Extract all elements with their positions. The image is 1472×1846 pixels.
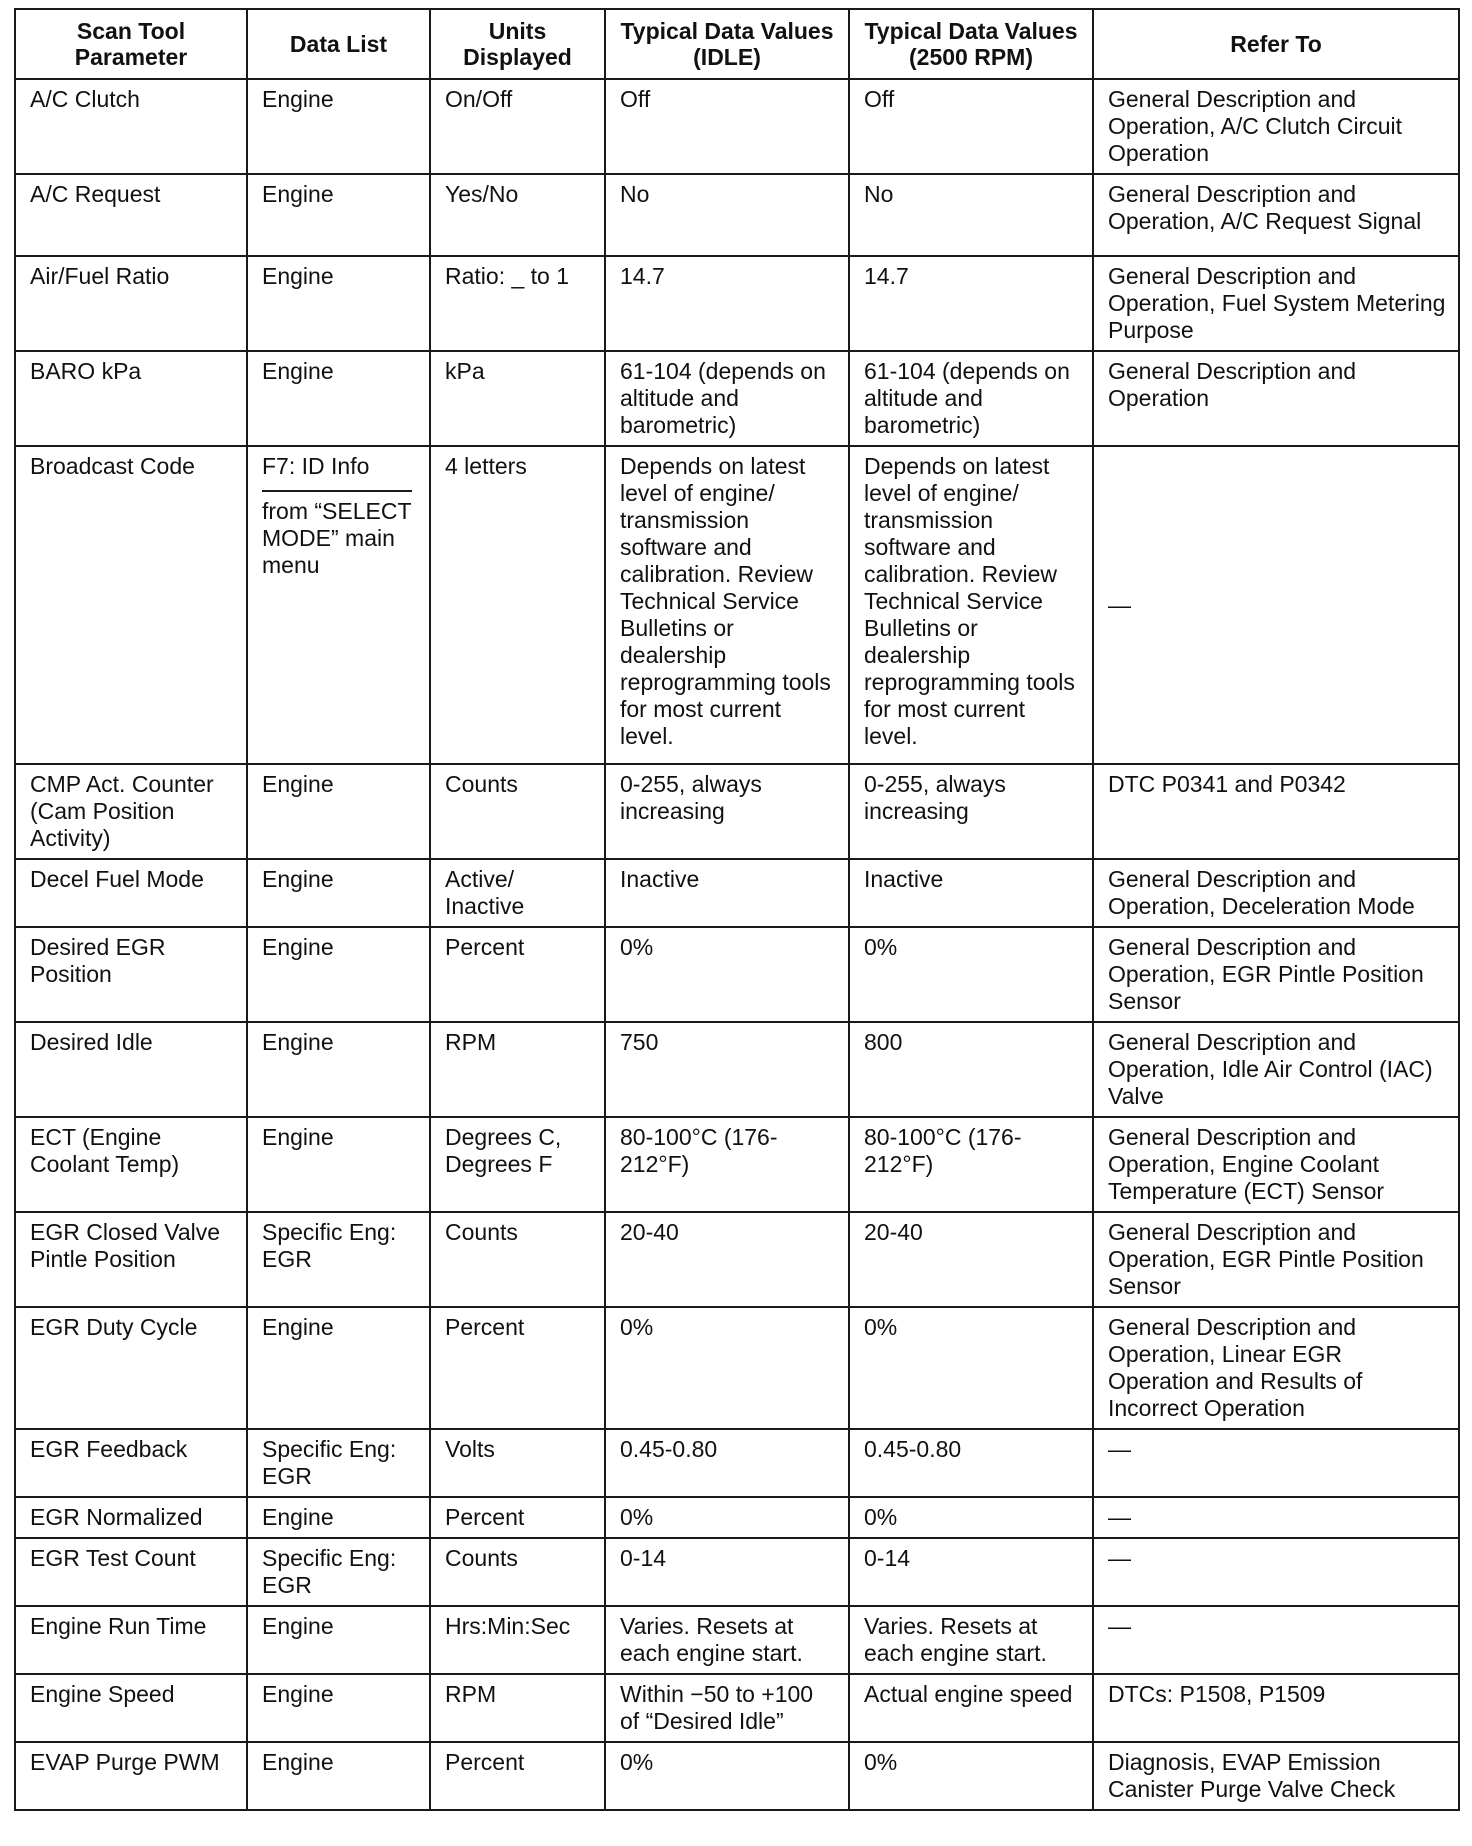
scan-tool-data-table-container <box>14 8 1458 1811</box>
cell-parameter: CMP Act. Counter (Cam Position Activity) <box>15 764 247 859</box>
header-refer-to: Refer To <box>1093 9 1459 79</box>
table-row <box>15 174 1459 256</box>
cell-data-list: Specific Eng: EGR <box>247 1429 430 1497</box>
cell-data-list: Engine <box>247 1022 430 1117</box>
cell-units: kPa <box>430 351 605 446</box>
cell-data-list: Engine <box>247 1674 430 1742</box>
cell-2500rpm-value: 80-100°C (176-212°F) <box>849 1117 1093 1212</box>
cell-data-list: Engine <box>247 1117 430 1212</box>
cell-data-list: Engine <box>247 174 430 256</box>
cell-parameter: EGR Test Count <box>15 1538 247 1606</box>
cell-parameter: A/C Request <box>15 174 247 256</box>
cell-parameter: EGR Normalized <box>15 1497 247 1538</box>
cell-idle-value: Off <box>605 79 849 174</box>
table-row <box>15 79 1459 174</box>
header-units-displayed: Units Displayed <box>430 9 605 79</box>
data-list-secondary: from “SELECT MODE” main menu <box>262 498 412 578</box>
cell-units: Percent <box>430 1497 605 1538</box>
cell-2500rpm-value: 0.45-0.80 <box>849 1429 1093 1497</box>
cell-data-list: Engine <box>247 1606 430 1674</box>
cell-2500rpm-value: 0% <box>849 1307 1093 1429</box>
cell-idle-value: 750 <box>605 1022 849 1117</box>
cell-refer-to: — <box>1093 1606 1459 1674</box>
cell-refer-to: General Description and Operation, Engine Coolant Temperature (ECT) Sensor <box>1093 1117 1459 1212</box>
cell-idle-value: Inactive <box>605 859 849 927</box>
table-header-row <box>15 9 1459 79</box>
cell-data-list: Engine <box>247 351 430 446</box>
cell-idle-value: 0-14 <box>605 1538 849 1606</box>
cell-parameter: EGR Duty Cycle <box>15 1307 247 1429</box>
cell-2500rpm-value: Actual engine speed <box>849 1674 1093 1742</box>
cell-refer-to: General Description and Operation, Idle Air Control (IAC) Valve <box>1093 1022 1459 1117</box>
header-typical-values-2500rpm: Typical Data Values (2500 RPM) <box>849 9 1093 79</box>
cell-2500rpm-value: Varies. Resets at each engine start. <box>849 1606 1093 1674</box>
cell-data-list: Engine <box>247 79 430 174</box>
cell-idle-value: No <box>605 174 849 256</box>
cell-units: Percent <box>430 1742 605 1810</box>
cell-units: Yes/No <box>430 174 605 256</box>
cell-idle-value: Varies. Resets at each engine start. <box>605 1606 849 1674</box>
header-scan-tool-parameter: Scan Tool Parameter <box>15 9 247 79</box>
cell-data-list: Specific Eng: EGR <box>247 1538 430 1606</box>
cell-idle-value: 0.45-0.80 <box>605 1429 849 1497</box>
table-row <box>15 1117 1459 1212</box>
cell-refer-to: — <box>1093 1429 1459 1497</box>
cell-idle-value: 0% <box>605 927 849 1022</box>
cell-units: Counts <box>430 1538 605 1606</box>
cell-2500rpm-value: 0-14 <box>849 1538 1093 1606</box>
cell-parameter: EGR Feedback <box>15 1429 247 1497</box>
cell-units: Percent <box>430 927 605 1022</box>
cell-2500rpm-value: 0% <box>849 1742 1093 1810</box>
cell-2500rpm-value: 14.7 <box>849 256 1093 351</box>
cell-refer-to: General Description and Operation, A/C Clutch Circuit Operation <box>1093 79 1459 174</box>
cell-units: On/Off <box>430 79 605 174</box>
cell-parameter: Desired EGR Position <box>15 927 247 1022</box>
cell-idle-value: Within −50 to +100 of “Desired Idle” <box>605 1674 849 1742</box>
table-row <box>15 351 1459 446</box>
cell-idle-value: 80-100°C (176-212°F) <box>605 1117 849 1212</box>
cell-2500rpm-value: 0% <box>849 927 1093 1022</box>
cell-parameter: Desired Idle <box>15 1022 247 1117</box>
cell-idle-value: 0% <box>605 1742 849 1810</box>
table-row <box>15 1022 1459 1117</box>
cell-2500rpm-value: Inactive <box>849 859 1093 927</box>
table-row <box>15 859 1459 927</box>
cell-idle-value: Depends on latest level of engine/ transmission software and calibration. Review Technical Service Bulletins or dealership reprogramming tools for most current level. <box>605 446 849 764</box>
cell-2500rpm-value: Depends on latest level of engine/ transmission software and calibration. Review Technical Service Bulletins or dealership reprogramming tools for most current level. <box>849 446 1093 764</box>
cell-idle-value: 0-255, always increasing <box>605 764 849 859</box>
cell-refer-to: General Description and Operation, Fuel System Metering Purpose <box>1093 256 1459 351</box>
cell-units: Hrs:Min:Sec <box>430 1606 605 1674</box>
cell-parameter: Broadcast Code <box>15 446 247 764</box>
cell-refer-to: General Description and Operation, Deceleration Mode <box>1093 859 1459 927</box>
cell-idle-value: 0% <box>605 1307 849 1429</box>
cell-refer-to: Diagnosis, EVAP Emission Canister Purge Valve Check <box>1093 1742 1459 1810</box>
cell-units: Ratio: _ to 1 <box>430 256 605 351</box>
cell-units: Volts <box>430 1429 605 1497</box>
cell-refer-to: DTC P0341 and P0342 <box>1093 764 1459 859</box>
table-row <box>15 256 1459 351</box>
cell-refer-to: — <box>1093 1538 1459 1606</box>
cell-data-list: Engine <box>247 764 430 859</box>
cell-2500rpm-value: 0% <box>849 1497 1093 1538</box>
table-row <box>15 1674 1459 1742</box>
cell-parameter: Air/Fuel Ratio <box>15 256 247 351</box>
cell-data-list: Engine <box>247 859 430 927</box>
cell-parameter: EGR Closed Valve Pintle Position <box>15 1212 247 1307</box>
cell-refer-to: General Description and Operation, Linear EGR Operation and Results of Incorrect Operation <box>1093 1307 1459 1429</box>
table-row <box>15 446 1459 764</box>
table-row <box>15 1212 1459 1307</box>
header-typical-values-idle: Typical Data Values (IDLE) <box>605 9 849 79</box>
table-row <box>15 1429 1459 1497</box>
table-row <box>15 1606 1459 1674</box>
table-row <box>15 1742 1459 1810</box>
cell-data-list <box>247 446 430 764</box>
cell-refer-to: General Description and Operation, A/C Request Signal <box>1093 174 1459 256</box>
cell-refer-to: General Description and Operation <box>1093 351 1459 446</box>
cell-units: RPM <box>430 1674 605 1742</box>
table-row <box>15 764 1459 859</box>
cell-2500rpm-value: 800 <box>849 1022 1093 1117</box>
cell-units: Counts <box>430 764 605 859</box>
cell-parameter: BARO kPa <box>15 351 247 446</box>
cell-parameter: ECT (Engine Coolant Temp) <box>15 1117 247 1212</box>
cell-refer-to: General Description and Operation, EGR Pintle Position Sensor <box>1093 927 1459 1022</box>
cell-parameter: Decel Fuel Mode <box>15 859 247 927</box>
cell-units: 4 letters <box>430 446 605 764</box>
table-row <box>15 1538 1459 1606</box>
cell-data-list: Engine <box>247 1497 430 1538</box>
cell-refer-to: DTCs: P1508, P1509 <box>1093 1674 1459 1742</box>
data-list-divider <box>262 490 412 492</box>
table-row <box>15 927 1459 1022</box>
cell-units: Counts <box>430 1212 605 1307</box>
cell-parameter: A/C Clutch <box>15 79 247 174</box>
header-data-list: Data List <box>247 9 430 79</box>
cell-data-list: Engine <box>247 256 430 351</box>
cell-2500rpm-value: Off <box>849 79 1093 174</box>
cell-refer-to: — <box>1093 1497 1459 1538</box>
data-list-primary: F7: ID Info <box>262 453 370 479</box>
cell-idle-value: 0% <box>605 1497 849 1538</box>
cell-refer-to: General Description and Operation, EGR Pintle Position Sensor <box>1093 1212 1459 1307</box>
cell-units: Active/ Inactive <box>430 859 605 927</box>
cell-units: Percent <box>430 1307 605 1429</box>
table-row <box>15 1497 1459 1538</box>
scan-tool-data-table <box>14 8 1460 1811</box>
cell-data-list: Engine <box>247 927 430 1022</box>
cell-2500rpm-value: No <box>849 174 1093 256</box>
cell-units: Degrees C, Degrees F <box>430 1117 605 1212</box>
cell-parameter: EVAP Purge PWM <box>15 1742 247 1810</box>
cell-data-list: Engine <box>247 1742 430 1810</box>
cell-data-list: Engine <box>247 1307 430 1429</box>
cell-2500rpm-value: 20-40 <box>849 1212 1093 1307</box>
cell-data-list: Specific Eng: EGR <box>247 1212 430 1307</box>
cell-units: RPM <box>430 1022 605 1117</box>
cell-idle-value: 61-104 (depends on altitude and barometric) <box>605 351 849 446</box>
cell-2500rpm-value: 61-104 (depends on altitude and barometric) <box>849 351 1093 446</box>
table-row <box>15 1307 1459 1429</box>
cell-idle-value: 14.7 <box>605 256 849 351</box>
cell-2500rpm-value: 0-255, always increasing <box>849 764 1093 859</box>
cell-idle-value: 20-40 <box>605 1212 849 1307</box>
cell-refer-to: — <box>1093 446 1459 764</box>
cell-parameter: Engine Run Time <box>15 1606 247 1674</box>
cell-parameter: Engine Speed <box>15 1674 247 1742</box>
